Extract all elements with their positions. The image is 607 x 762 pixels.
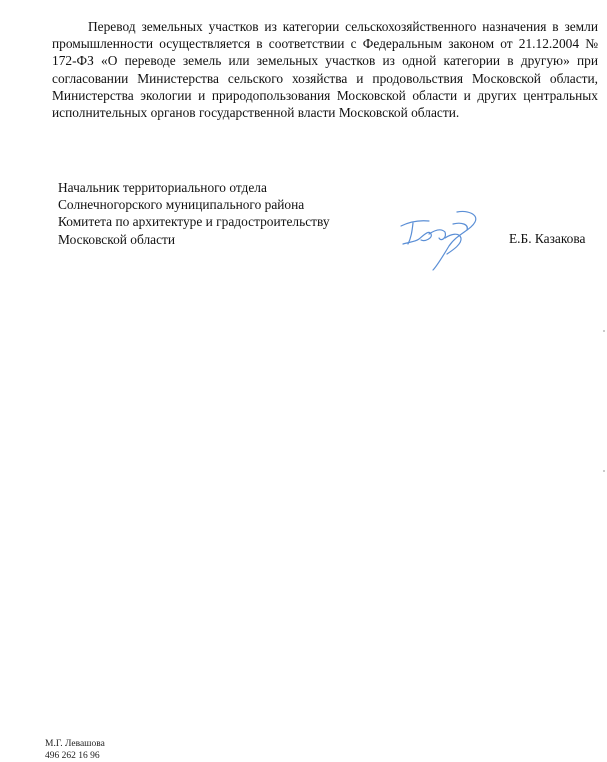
executor-footer: [45, 738, 105, 762]
executor-name: М.Г. Левашова: [45, 739, 105, 749]
scan-edge-mark: [603, 330, 605, 332]
signatory-title-line: Начальник территориального отдела: [58, 180, 267, 195]
signatory-title-block: [58, 179, 330, 248]
signatory-title-line: Солнечногорского муниципального района: [58, 197, 305, 213]
executor-phone: 496 262 16 96: [45, 751, 100, 761]
signatory-title-line: Московской области: [58, 231, 176, 247]
scan-edge-mark: [603, 470, 605, 472]
handwritten-signature: [395, 204, 487, 274]
signatory-title-line: Комитета по архитектуре и градостроительству: [58, 214, 330, 230]
body-paragraph: Перевод земельных участков из категории сельскохозяйственного назначения в земли промышленности осуществляется в соответствии с Федеральным законом от 21.12.2004 № 172-ФЗ «О переводе земель или земельных участков из одной категории в другую» при согласовании Министерства сельского хозяйства и продовольствия Московской области, Министерства экологии и природопользования Московской области и других центральных исполнительных органов государственной власти Московской области.: [52, 19, 598, 121]
signatory-name: Е.Б. Казакова: [509, 231, 586, 246]
